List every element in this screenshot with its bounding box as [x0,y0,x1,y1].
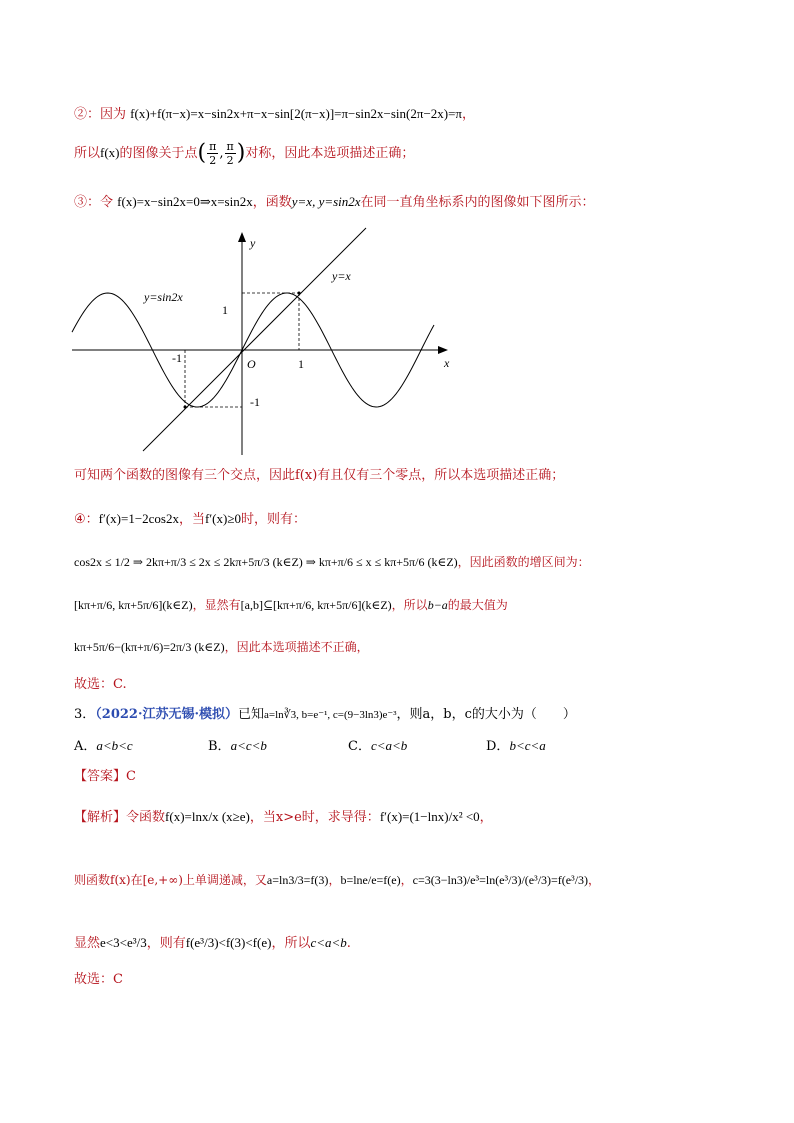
item4b-tail: ，因此函数的增区间为： [457,555,590,569]
analysis3-tail: . [346,936,351,951]
intersection-point-left [184,406,187,409]
item4c-mid: ，显然有 [192,598,241,612]
analysis-line [74,808,493,827]
item4-condition: f′(x)≥0 [205,511,241,526]
item2-lead: 因为 [100,107,127,122]
answer-value: C [126,769,136,784]
item2b-tail: 对称，因此本选项描述正确； [245,146,415,161]
analysis2-c: c=3(3−ln3)/e³=ln(e³/3)/(e³/3)=f(e³/3) [412,873,589,887]
analysis-deriv: f′(x)=(1−lnx)/x² <0 [379,809,480,824]
item4c-interval: [kπ+π/6, kπ+5π/6](k∈Z) [74,598,193,612]
item4c-tail: 的最大值为 [447,598,508,612]
item4-marker: ④： [74,512,99,527]
answer-tag: 【答案】 [74,769,127,784]
question-3 [74,706,576,724]
item4c-mid2: ，所以 [391,598,428,612]
tick-neg1-x: -1 [172,351,182,365]
previous-answer: 故选：C. [74,677,127,692]
item4b-line [74,553,590,571]
y-axis-arrow [238,232,246,242]
item2-marker: ②： [74,107,101,122]
option-d-label: D． [486,739,510,754]
analysis-tail: ， [479,810,493,825]
item2-tail: ， [462,107,476,122]
analysis2-a: a=ln3/3=f(3) [266,873,329,887]
item3-mid: ，函数 [252,195,292,210]
item2b-mid: 的图像关于点 [119,146,198,161]
option-b-label: B． [208,739,231,754]
item4d-tail: ，因此本选项描述不正确， [224,640,369,654]
item4d-equation: kπ+5π/6−(kπ+π/6)=2π/3 (k∈Z) [74,640,225,654]
line-y-equals-x [143,228,366,451]
analysis3-ineq: e<3<e³/3 [100,935,147,950]
answer-line [74,768,136,786]
origin-label: O [247,357,256,371]
item3-lead: 令 [100,195,114,210]
option-c [348,737,407,756]
item4d-line [74,638,369,656]
item3-equation: f(x)=x−sin2x=0⇒x=sin2x [117,194,253,209]
analysis3-lead: 显然 [74,936,101,951]
analysis3-ineq2: f(e³/3)<f(3)<f(e) [185,935,272,950]
line-label: y=x [332,269,351,283]
analysis2-lead: 则函数f(x)在[e,+∞)上单调递减，又 [74,873,267,887]
option-b-text: a<c<b [230,738,267,753]
item4-tail: 时，则有： [240,512,306,527]
x-axis-label: x [444,356,450,370]
option-b [208,737,267,756]
analysis-mid: ，当x>e时，求导得： [249,810,380,825]
option-a-label: A． [74,739,97,754]
analysis3-mid2: ，所以 [271,936,311,951]
item2b-fx: f(x) [100,145,120,160]
item4-derivative: f′(x)=1−2cos2x [98,511,179,526]
y-axis-label: y [250,236,256,250]
option-c-label: C． [348,739,371,754]
tick-neg1-y: -1 [250,395,260,409]
question-lead: 已知 [238,707,265,722]
separator: ， [328,873,341,887]
question-given: a=ln∛3, b=e⁻¹, c=(9−3ln3)e⁻³ [264,709,397,721]
item4-line [74,510,306,529]
analysis2-tail: ， [588,873,601,887]
final-answer: 故选：C [74,972,123,987]
option-c-text: c<a<b [370,738,408,753]
item3-conclusion: 可知两个函数的图像有三个交点，因此f(x)有且仅有三个零点，所以本选项描述正确； [74,468,565,483]
item3-line [74,193,595,212]
question-number: 3． [74,707,96,722]
option-a [74,737,133,756]
x-axis-arrow [438,346,448,354]
tick-1-y: 1 [222,303,228,317]
item4c-expr: b−a [427,598,448,612]
analysis-tag: 【解析】 [74,810,127,825]
analysis3-line [74,934,351,953]
separator: ， [400,873,413,887]
function-graph [66,225,466,457]
question-tail: ，则a，b，c的大小为（ ） [396,707,576,722]
item2b-line: 所以f(x)的图像关于点( $\frac{\pi}{2}$ , $\frac{\pi}{2}$ )对称，因此本选项描述正确； [74,140,415,167]
item2b-lead: 所以 [74,146,101,161]
analysis3-result: c<a<b [310,935,347,950]
item3-funcs: y=x, y=sin2x [291,194,361,209]
question-source: （2022·江苏无锡·模拟） [95,707,239,722]
point-y-frac: $\frac{\pi}{2}$ [226,140,234,167]
analysis-func: f(x)=lnx/x (x≥e) [165,809,250,824]
sin-label: y=sin2x [144,290,183,304]
analysis2-b: b=lne/e=f(e) [340,873,401,887]
analysis3-mid: ，则有 [146,936,186,951]
analysis-lead: 令函数 [126,810,166,825]
item2-line [74,105,475,124]
item4-mid: ，当 [178,512,205,527]
option-a-text: a<b<c [96,738,133,753]
intersection-point-right [298,292,301,295]
item3-tail: 在同一直角坐标系内的图像如下图所示： [360,195,595,210]
point-x-frac: $\frac{\pi}{2}$ [209,140,217,167]
item2-equation: f(x)+f(π−x)=x−sin2x+π−x−sin[2(π−x)]=π−sin2x−sin(2π−2x)=π [130,106,462,121]
option-d [486,737,546,756]
item4b-equation: cos2x ≤ 1/2 ⇒ 2kπ+π/3 ≤ 2x ≤ 2kπ+5π/3 (k∈Z) ⇒ kπ+π/6 ≤ x ≤ kπ+5π/6 (k∈Z) [74,555,458,569]
option-d-text: b<c<a [509,738,546,753]
item4c-line [74,596,508,614]
item3-marker: ③： [74,195,101,210]
tick-1-x: 1 [298,357,304,371]
analysis2-line [74,871,600,889]
item4c-subset: [a,b]⊆[kπ+π/6, kπ+5π/6](k∈Z) [240,598,392,612]
